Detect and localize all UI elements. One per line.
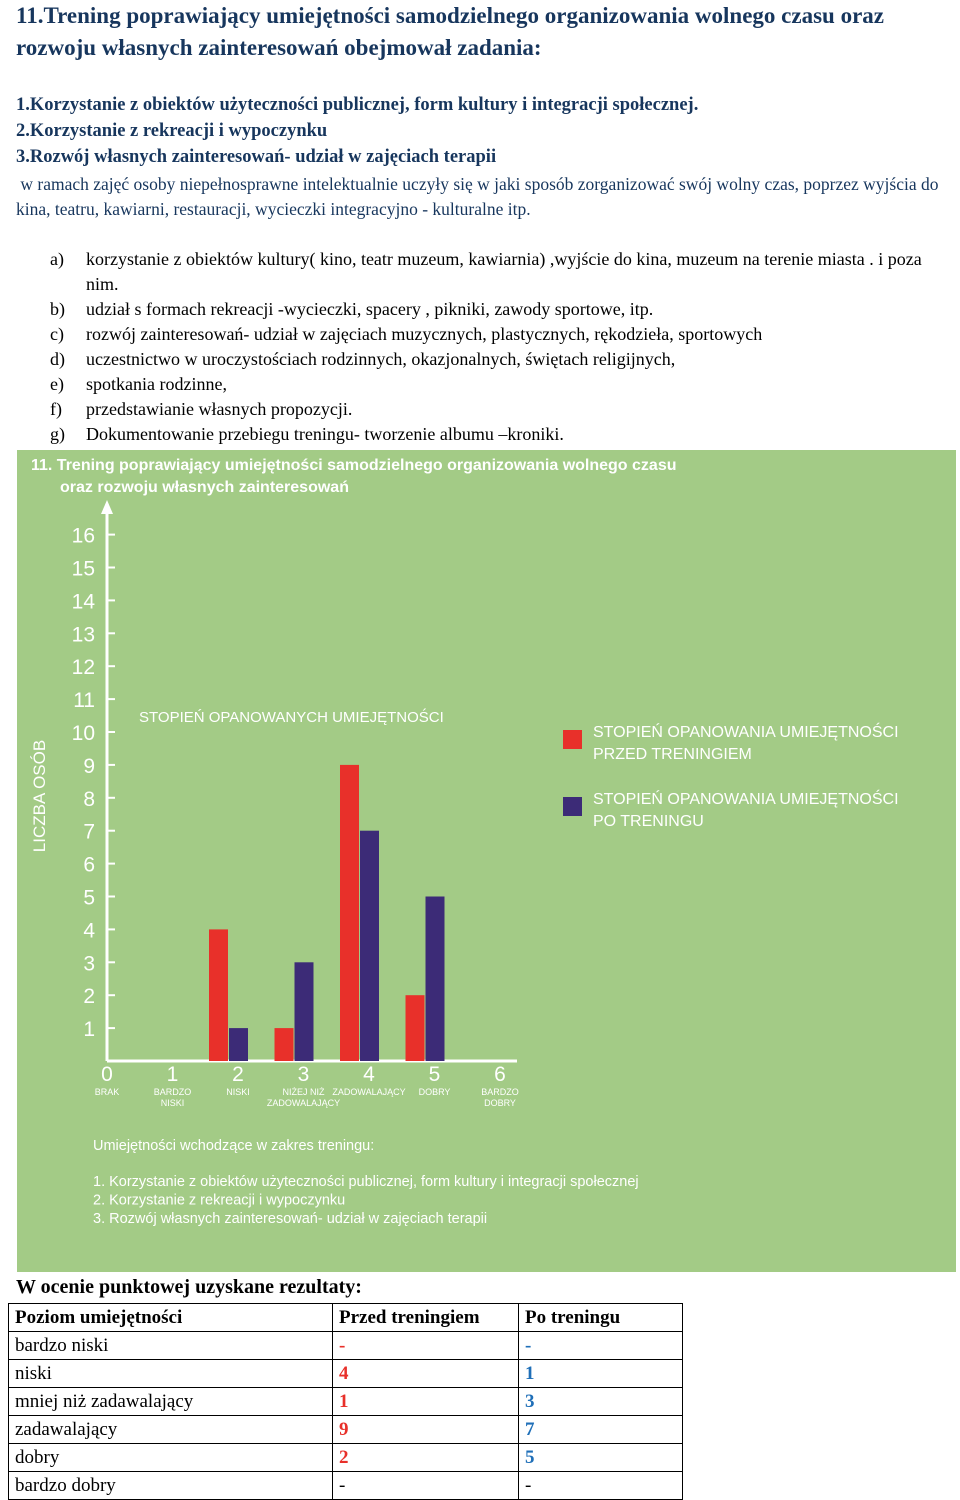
chart-bar (209, 929, 228, 1061)
x-category-label: DOBRY (418, 1087, 451, 1097)
list-item (50, 397, 950, 422)
x-category-label: NIŻEJ NIŻ (282, 1087, 325, 1097)
after-cell: 1 (519, 1360, 683, 1388)
legend-swatch (563, 730, 582, 749)
list-marker: a) (50, 249, 64, 269)
y-tick-label: 11 (73, 689, 95, 713)
x-tick-label: 6 (494, 1063, 506, 1086)
before-cell: - (333, 1332, 519, 1360)
chart-bar (406, 995, 425, 1061)
list-marker: b) (50, 299, 65, 319)
list-item-text: uczestnictwo w uroczystościach rodzinnych, okazjonalnych, świętach religijnych, (86, 349, 676, 369)
legend-label: STOPIEŃ OPANOWANIA UMIEJĘTNOŚCI (593, 724, 899, 741)
list-item (50, 347, 950, 372)
list-marker: g) (50, 424, 65, 444)
x-tick-label: 5 (428, 1063, 441, 1086)
list-marker: d) (50, 349, 65, 369)
before-cell: - (333, 1472, 519, 1500)
before-cell: 1 (333, 1388, 519, 1416)
x-category-label: NISKI (160, 1098, 185, 1108)
y-tick-label: 1 (83, 1018, 95, 1042)
list-item (50, 247, 950, 297)
after-cell: 5 (519, 1444, 683, 1472)
list-item-text: Dokumentowanie przebiegu treningu- tworzenie albumu –kroniki. (86, 424, 564, 444)
x-category-label: BRAK (94, 1087, 120, 1097)
chart-bar (426, 897, 445, 1062)
description-paragraph (16, 172, 956, 222)
document-heading: 11.Trening poprawiający umiejętności samodzielnego organizowania wolnego czasu oraz rozwoju własnych zainteresowań obejmował zadania: (16, 3, 884, 60)
chart-bar (360, 831, 379, 1061)
level-cell: bardzo niski (9, 1332, 333, 1360)
y-tick-label: 9 (83, 754, 95, 778)
y-axis-label: LICZBA OSÓB (30, 739, 49, 853)
legend-label: PO TRENINGU (593, 813, 704, 830)
description-text: w ramach zajęć osoby niepełnosprawne intelektualnie uczyły się w jaki sposób zorganizować swój wolny czas, poprzez wyjścia do kina, teatru, kawiarni, restauracji, wycieczki integracyjno - kulturalne itp. (16, 174, 939, 219)
x-category-label: BARDZO (481, 1087, 519, 1097)
column-header: Poziom umiejętności (9, 1304, 333, 1332)
table-row (9, 1332, 683, 1360)
y-tick-label: 4 (83, 919, 95, 943)
x-tick-label: 0 (101, 1063, 113, 1086)
table-row (9, 1444, 683, 1472)
note-item: 1. Korzystanie z obiektów użyteczności publicznej, form kultury i integracji społecznej (93, 1174, 639, 1190)
column-header: Przed treningiem (333, 1304, 519, 1332)
list-item (50, 322, 950, 347)
list-item-text: przedstawianie własnych propozycji. (86, 399, 353, 419)
list-item (50, 422, 950, 447)
x-category-label: ZADOWALAJĄCY (266, 1098, 341, 1108)
legend-label: PRZED TRENINGIEM (593, 746, 752, 763)
before-cell: 2 (333, 1444, 519, 1472)
y-tick-label: 6 (83, 853, 95, 877)
list-item (50, 372, 950, 397)
results-heading: W ocenie punktowej uzyskane rezultaty: (16, 1276, 362, 1298)
x-tick-label: 1 (166, 1063, 179, 1086)
after-cell: - (519, 1472, 683, 1500)
list-marker: c) (50, 324, 64, 344)
chart-bar (275, 1028, 294, 1061)
notes-title: Umiejętności wchodzące w zakres treningu: (93, 1138, 375, 1154)
chart-bar (229, 1028, 248, 1061)
y-tick-label: 16 (71, 524, 95, 548)
x-tick-label: 3 (297, 1063, 310, 1086)
legend-swatch (563, 797, 582, 816)
x-category-label: BARDZO (153, 1087, 192, 1097)
task-3: 3.Rozwój własnych zainteresowań- udział w zajęciach terapii (16, 147, 497, 167)
bar-chart (17, 450, 956, 1272)
level-cell: bardzo dobry (9, 1472, 333, 1500)
before-cell: 4 (333, 1360, 519, 1388)
results-table (8, 1303, 683, 1500)
task-2: 2.Korzystanie z rekreacji i wypoczynku (16, 121, 328, 141)
list-marker: e) (50, 374, 64, 394)
y-axis-arrow (101, 500, 113, 514)
level-cell: mniej niż zadawalający (9, 1388, 333, 1416)
y-tick-label: 12 (71, 656, 95, 680)
x-tick-label: 2 (232, 1063, 244, 1086)
x-tick-label: 4 (363, 1063, 375, 1086)
y-tick-label: 2 (83, 985, 95, 1009)
table-row (9, 1360, 683, 1388)
chart-bar (340, 765, 359, 1061)
after-cell: 7 (519, 1416, 683, 1444)
level-cell: niski (9, 1360, 333, 1388)
y-tick-label: 5 (83, 886, 95, 910)
task-1: 1.Korzystanie z obiektów użyteczności publicznej, form kultury i integracji społecznej. (16, 95, 699, 115)
activities-list (50, 247, 950, 447)
y-tick-label: 7 (83, 820, 95, 844)
table-row (9, 1416, 683, 1444)
list-item-text: korzystanie z obiektów kultury( kino, teatr muzeum, kawiarnia) ,wyjście do kina, muzeum na terenie miasta . i poza nim. (86, 249, 922, 294)
note-item: 2. Korzystanie z rekreacji i wypoczynku (93, 1192, 346, 1209)
table-row (9, 1472, 683, 1500)
list-marker: f) (50, 399, 62, 419)
legend-label: STOPIEŃ OPANOWANIA UMIEJĘTNOŚCI (593, 791, 899, 808)
level-cell: zadawalający (9, 1416, 333, 1444)
x-category-label: DOBRY (484, 1098, 516, 1108)
list-item-text: spotkania rodzinne, (86, 374, 227, 394)
chart-subtitle: STOPIEŃ OPANOWANYCH UMIEJĘTNOŚCI (139, 709, 444, 726)
after-cell: 3 (519, 1388, 683, 1416)
y-tick-label: 8 (83, 787, 95, 811)
before-cell: 9 (333, 1416, 519, 1444)
chart-title: oraz rozwoju własnych zainteresowań (60, 479, 349, 496)
list-item-text: udział s formach rekreacji -wycieczki, spacery , pikniki, zawody sportowe, itp. (86, 299, 654, 319)
list-item (50, 297, 950, 322)
after-cell: - (519, 1332, 683, 1360)
y-tick-label: 10 (71, 722, 95, 745)
level-cell: dobry (9, 1444, 333, 1472)
chart-panel (17, 450, 956, 1272)
x-category-label: ZADOWALAJĄCY (332, 1087, 406, 1097)
note-item: 3. Rozwój własnych zainteresowań- udział w zajęciach terapii (93, 1211, 488, 1227)
y-tick-label: 13 (71, 623, 95, 647)
list-item-text: rozwój zainteresowań- udział w zajęciach muzycznych, plastycznych, rękodzieła, sportowych (86, 324, 763, 344)
chart-bar (295, 962, 314, 1061)
y-tick-label: 15 (71, 557, 95, 581)
table-row (9, 1388, 683, 1416)
table-header-row (9, 1304, 683, 1332)
chart-title: 11. Trening poprawiający umiejętności samodzielnego organizowania wolnego czasu (31, 457, 677, 474)
y-tick-label: 3 (83, 952, 95, 976)
column-header: Po treningu (519, 1304, 683, 1332)
x-category-label: NISKI (226, 1087, 250, 1097)
y-tick-label: 14 (71, 590, 95, 614)
